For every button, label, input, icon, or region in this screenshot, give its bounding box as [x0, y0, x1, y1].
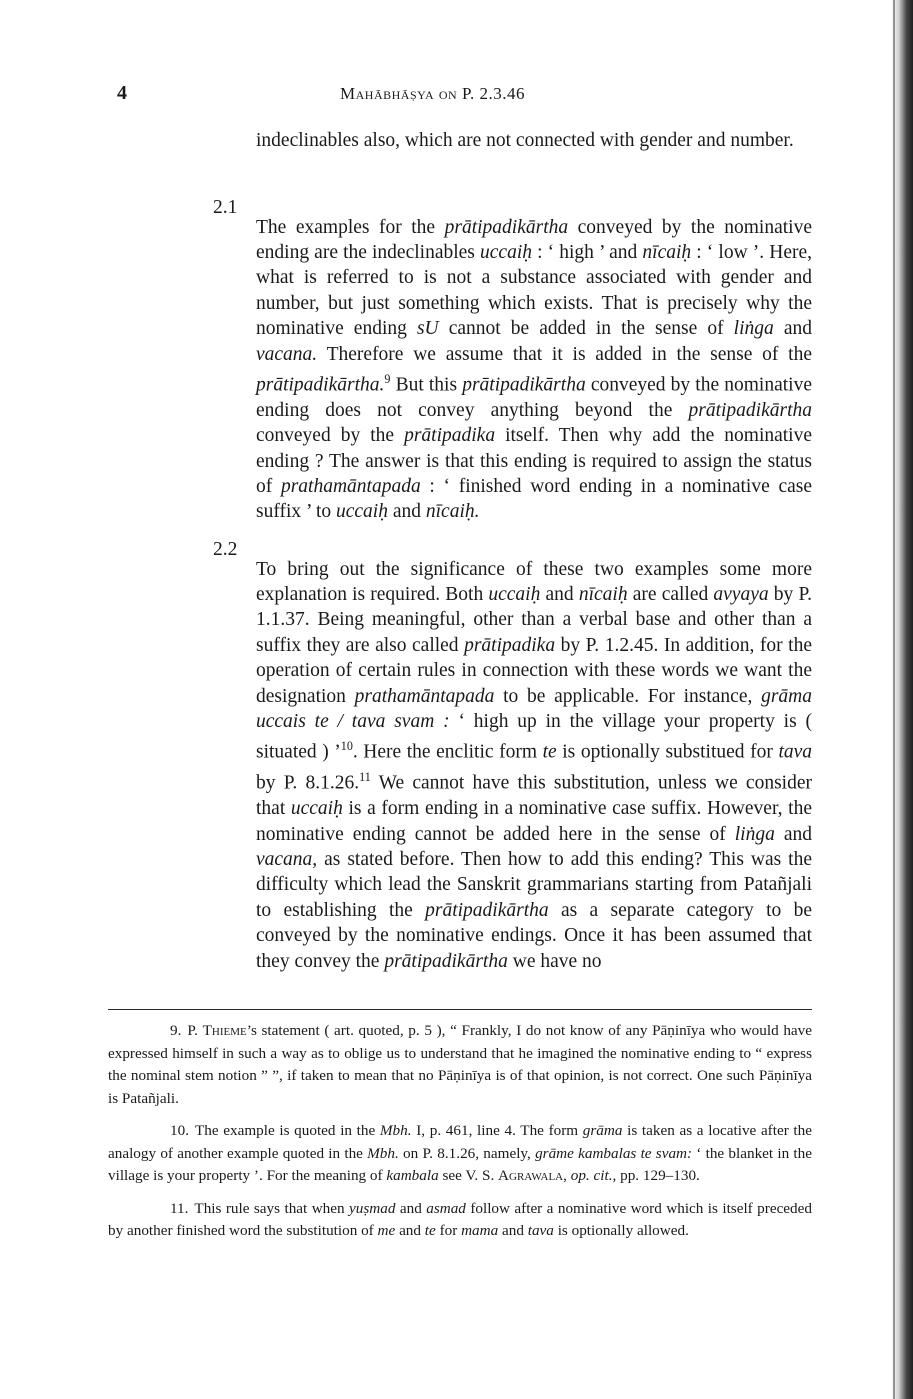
- italic-term: yuṣmad: [349, 1199, 396, 1217]
- italic-term: prathamāntapada: [354, 685, 495, 707]
- text-run: is optionally allowed.: [553, 1222, 689, 1239]
- footnote-9: [108, 1020, 812, 1110]
- text-run: and: [774, 823, 812, 845]
- text-run: is optionally substitued for: [556, 741, 779, 763]
- continuation-text: indeclinables also, which are not connected with gender and number.: [256, 130, 794, 151]
- italic-term: op. cit.,: [570, 1167, 617, 1184]
- text-run: is taken as a locative after the analogy of another example quoted in the: [108, 1122, 812, 1162]
- footnote-10: [108, 1120, 812, 1188]
- text-run: The examples for the: [256, 216, 445, 238]
- italic-term: nīcaiḥ: [578, 583, 628, 605]
- text-run: ‘ high up in the village your property is ( situated ) ’: [256, 710, 812, 763]
- footnote-ref: 11: [359, 770, 371, 785]
- text-run: I, p. 461, line 4. The form: [411, 1122, 583, 1139]
- italic-term: prātipadika: [404, 425, 496, 447]
- italic-term: prathamāntapada: [280, 476, 421, 498]
- running-head-ref: P. 2.3.46: [461, 84, 526, 103]
- italic-term: prātipadikārtha.: [256, 374, 385, 396]
- text-run: and: [387, 501, 426, 523]
- italic-term: kambala: [386, 1167, 439, 1184]
- scan-edge-line: [893, 0, 895, 1399]
- text-run: is a form ending in a nominative case suffix. However, the nominative ending cannot be added here in the sense of: [256, 798, 812, 845]
- text-run: : ‘ low ’. Here, what is referred to is not a substance associated with gender and number, but just something which exists. That is precisely why the nominative ending: [256, 241, 812, 340]
- text-run: follow after a nominative word which is itself preceded by another finished word the substitution of: [108, 1199, 812, 1239]
- section-paragraph: [256, 557, 812, 975]
- text-run: and: [395, 1222, 425, 1239]
- section-number: 2.2: [213, 539, 238, 560]
- italic-term: nīcaiḥ: [642, 241, 692, 263]
- text-run: To bring out the significance of these two examples some more explanation is required. Both: [256, 558, 812, 605]
- text-run: and: [773, 318, 812, 340]
- text-run: But this: [390, 374, 463, 396]
- footnote-divider: [108, 1009, 812, 1010]
- italic-term: uccaiḥ: [335, 501, 388, 523]
- footnote-11: [108, 1198, 812, 1243]
- italic-term: uccaiḥ: [488, 583, 541, 605]
- small-caps-name: Thieme: [202, 1022, 247, 1039]
- footnotes: [108, 1020, 812, 1253]
- footnote-ref: 9: [384, 371, 391, 386]
- italic-term: prātipadikārtha: [688, 399, 812, 421]
- italic-term: tava: [527, 1222, 554, 1239]
- text-run: . Here the enclitic form: [352, 741, 543, 763]
- text-run: The example is quoted in the: [194, 1122, 380, 1139]
- running-head-on: on: [438, 84, 458, 103]
- italic-term: te: [424, 1222, 436, 1239]
- text-run: ’s statement ( art. quoted, p. 5 ), “ Frankly, I do not know of any Pāṇinīya who would have expressed himself in such a way as to oblige us to understand that he imagined the nominative ending to “ express the nominal stem notion ” ”, if taken to mean that no Pāṇinīya is of that opinion, is not correct. One such Pāṇinīya is Patañjali.: [108, 1022, 812, 1107]
- italic-term: uccaiḥ: [290, 798, 343, 820]
- text-run: and: [395, 1199, 427, 1217]
- italic-term: grāme kambalas te svam:: [535, 1144, 693, 1162]
- footnote-number: 11.: [170, 1199, 189, 1217]
- text-run: to be applicable. For instance,: [494, 685, 762, 707]
- footnote-text: [108, 1122, 812, 1184]
- text-run: cannot be added in the sense of: [438, 318, 734, 340]
- text-run: : ‘ high ’ and: [532, 241, 643, 263]
- italic-term: mama: [461, 1222, 499, 1239]
- italic-term: sU: [416, 318, 439, 340]
- italic-term: nīcaiḥ.: [425, 501, 480, 523]
- italic-term: vacana.: [256, 343, 318, 365]
- italic-term: prātipadikārtha: [462, 374, 586, 396]
- text-run: and: [498, 1222, 528, 1239]
- text-run: conveyed by the nominative ending are the indeclinables: [256, 216, 812, 263]
- text-run: We cannot have this substitution, unless we consider that: [256, 772, 812, 820]
- text-run: are called: [627, 583, 714, 605]
- footnote-number: 10.: [170, 1122, 189, 1139]
- text-run: by P. 1.2.45. In addition, for the operation of certain rules in connection with these words we want the designation: [256, 634, 812, 707]
- section-number: 2.1: [213, 197, 238, 218]
- italic-term: te: [542, 741, 557, 763]
- italic-term: avyaya: [713, 583, 769, 605]
- footnote-ref: 10: [340, 739, 353, 754]
- running-head: [340, 84, 525, 104]
- text-run: we have no: [507, 950, 602, 972]
- page-header: [0, 82, 913, 108]
- small-caps-name: Agrawala: [498, 1167, 564, 1184]
- text-run: as stated before. Then how to add this ending? This was the difficulty which lead the Sanskrit grammarians starting from Patañjali to establishing the: [256, 848, 812, 921]
- text-run: see V. S.: [438, 1167, 499, 1184]
- continuation-paragraph: [256, 128, 812, 153]
- text-run: conveyed by the: [256, 425, 405, 447]
- italic-term: me: [377, 1222, 396, 1239]
- text-run: ‘ the blanket in the village is your property ’. For the meaning of: [108, 1144, 812, 1184]
- text-run: P.: [187, 1022, 203, 1039]
- italic-term: prātipadika: [464, 634, 556, 656]
- italic-term: asmad: [426, 1199, 466, 1217]
- section-paragraph: [256, 215, 812, 525]
- footnote-text: [108, 1200, 812, 1240]
- text-run: ,: [563, 1167, 571, 1184]
- italic-term: vacana,: [256, 848, 318, 870]
- italic-term: tava: [778, 741, 813, 763]
- text-run: : ‘ finished word ending in a nominative case suffix ’ to: [256, 476, 812, 523]
- text-run: as a separate category to be conveyed by the nominative endings. Once it has been assumed that they convey the: [256, 899, 812, 972]
- text-run: itself. Then why add the nominative ending ? The answer is that this ending is required to assign the status of: [256, 425, 813, 498]
- text-run: and: [540, 583, 579, 605]
- text-run: conveyed by the nominative ending does not convey anything beyond the: [256, 374, 812, 421]
- text-run: This rule says that when: [194, 1199, 350, 1217]
- text-run: Therefore we assume that it is added in the sense of the: [317, 343, 812, 365]
- italic-term: prātipadikārtha: [425, 899, 549, 921]
- text-run: for: [435, 1222, 462, 1239]
- footnote-number: 9.: [170, 1022, 182, 1039]
- footnote-text: [108, 1022, 812, 1107]
- italic-term: Mbh.: [367, 1144, 399, 1162]
- italic-term: grāma uccais te / tava svam :: [256, 685, 812, 732]
- italic-term: prātipadikārtha: [384, 950, 508, 972]
- italic-term: Mbh.: [379, 1122, 412, 1139]
- italic-term: liṅga: [734, 823, 775, 845]
- italic-term: grāma: [582, 1122, 623, 1139]
- page-number: 4: [117, 82, 127, 104]
- italic-term: uccaiḥ: [480, 241, 532, 263]
- italic-term: prātipadikārtha: [444, 216, 569, 238]
- running-head-title: Mahābhāṣya: [340, 84, 435, 103]
- text-run: on P. 8.1.26, namely,: [398, 1144, 536, 1162]
- text-run: pp. 129–130.: [616, 1167, 700, 1184]
- text-run: by P. 1.1.37. Being meaningful, other than a verbal base and other than a suffix they are also called: [256, 583, 812, 656]
- italic-term: liṅga: [733, 318, 774, 340]
- text-run: by P. 8.1.26.: [256, 772, 360, 794]
